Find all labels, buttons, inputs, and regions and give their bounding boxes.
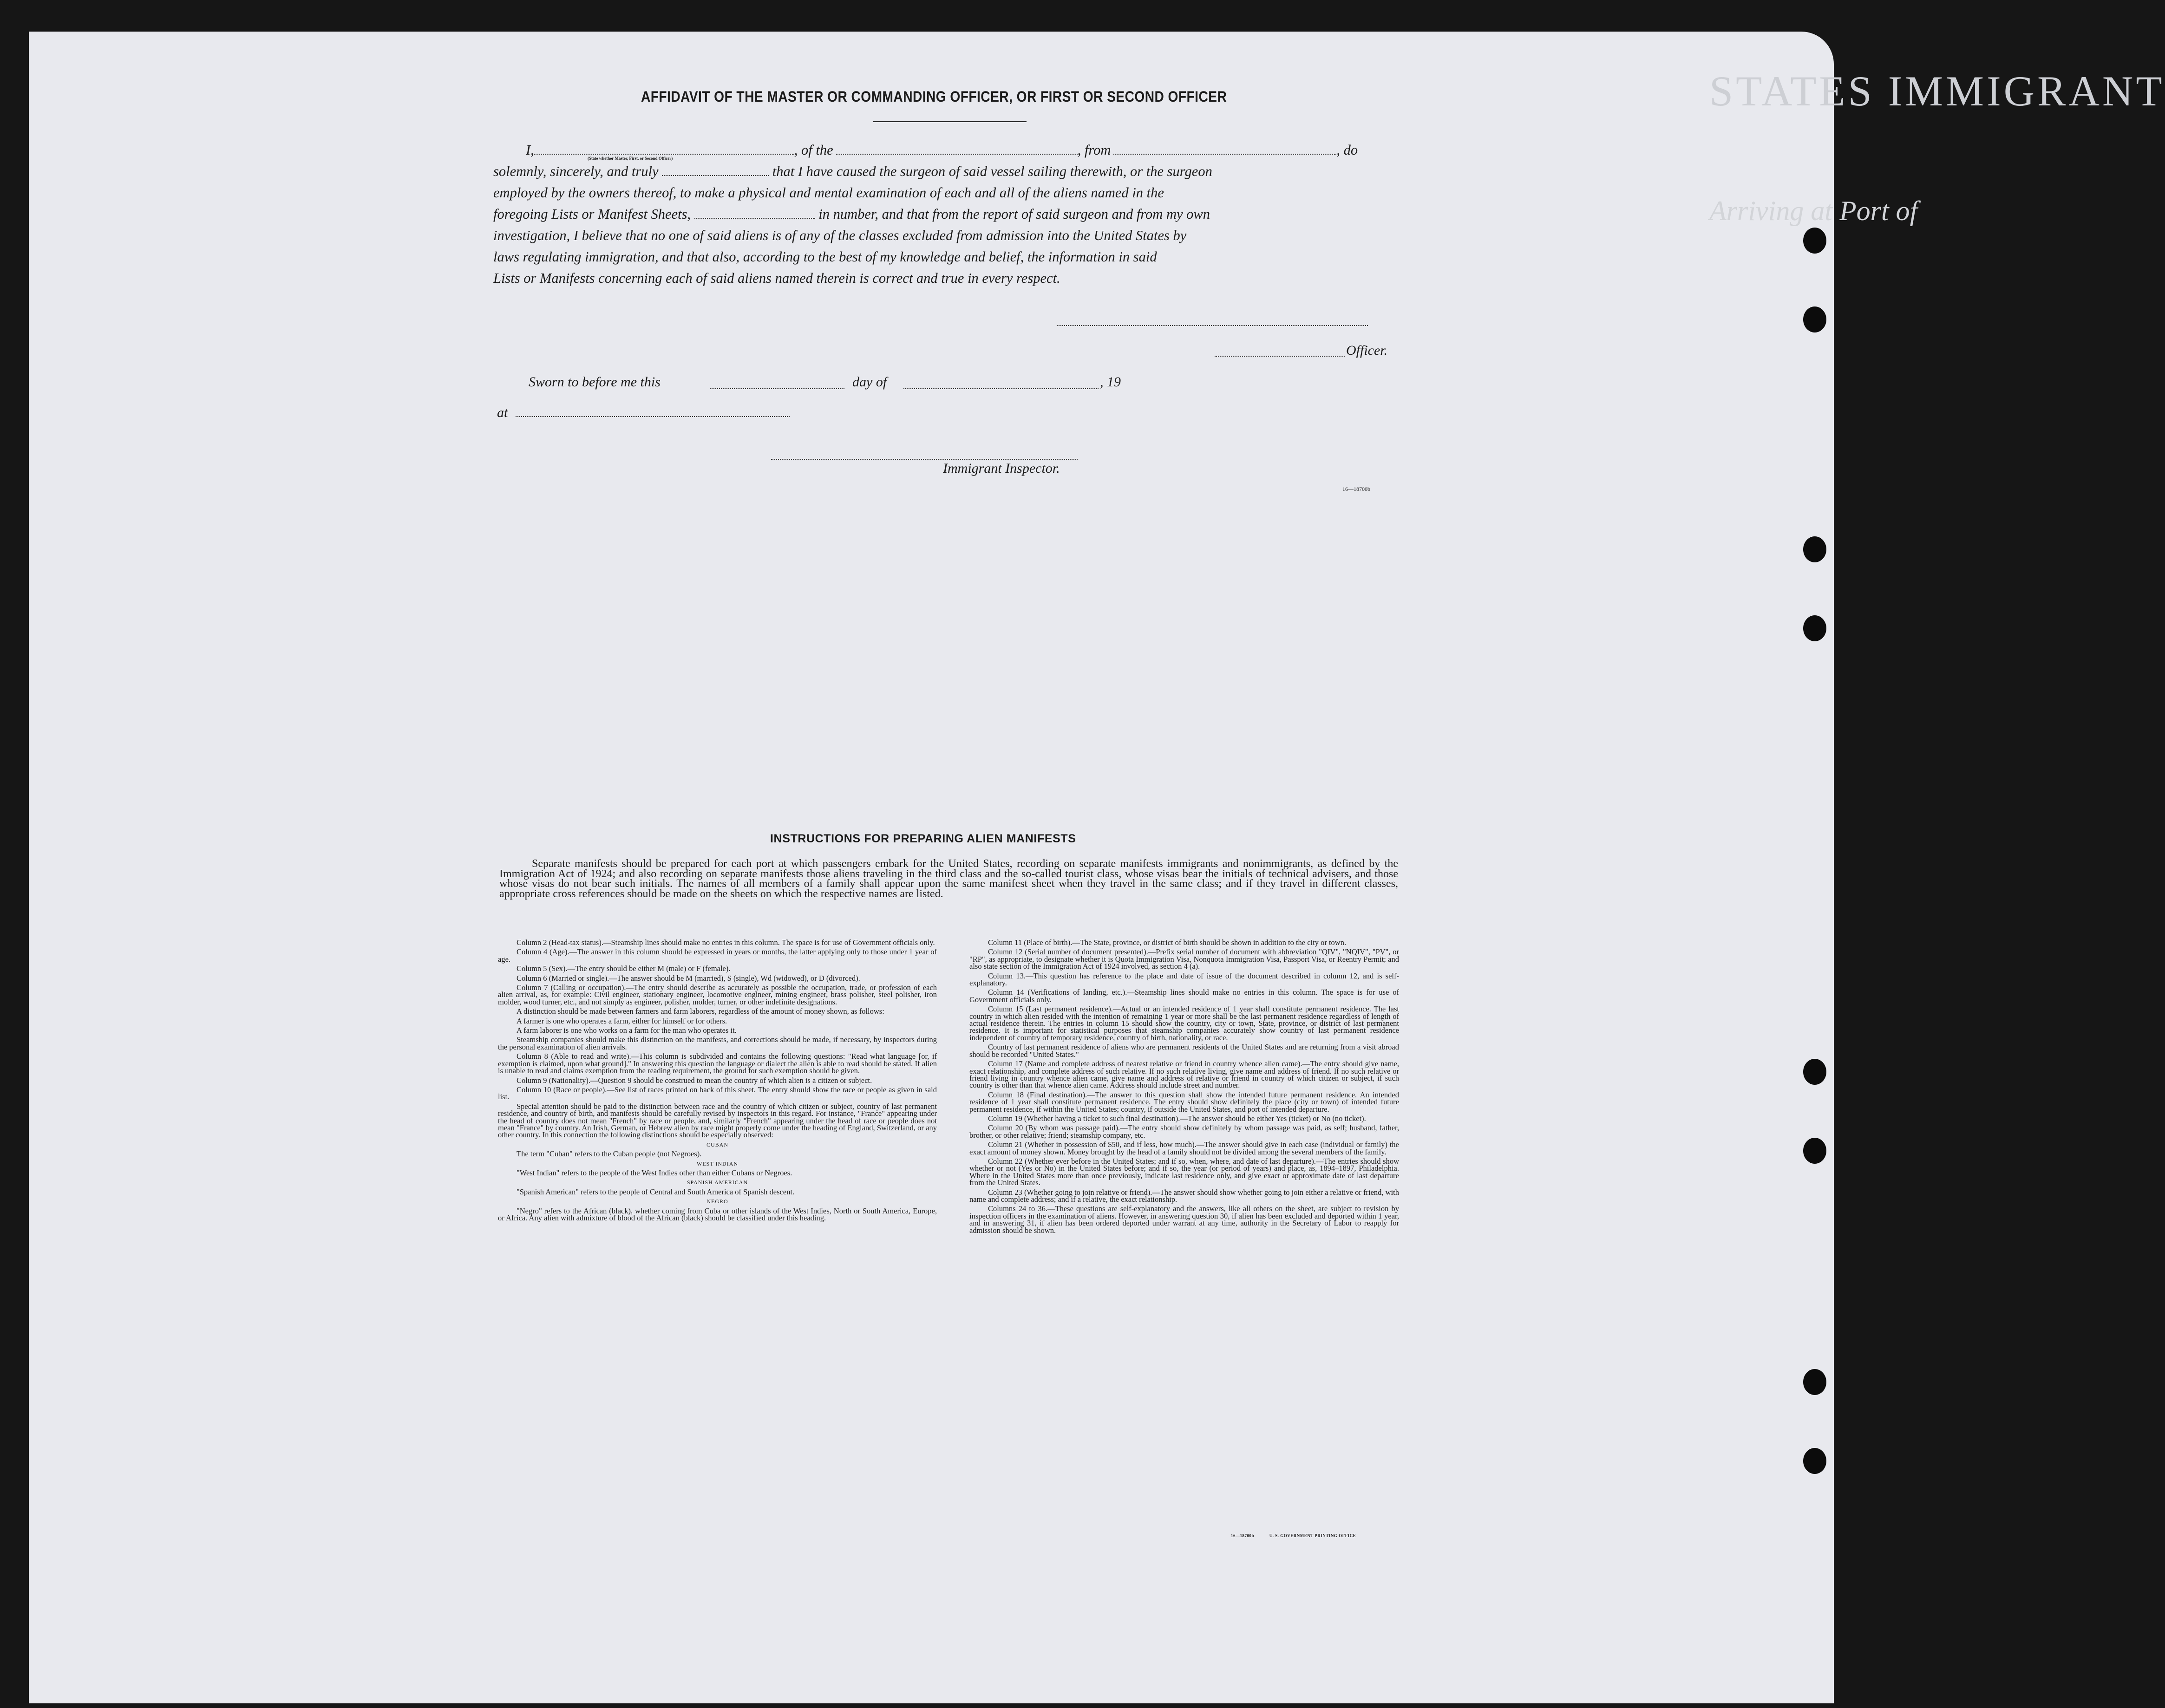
show-through-text-2: Arriving at Port of	[1709, 196, 1918, 226]
instructions-left-column	[498, 939, 937, 1224]
instruction-paragraph: "West Indian" refers to the people of the West Indies other than either Cubans or Negroes.	[517, 1168, 792, 1177]
instruction-paragraph: A distinction should be made between farmers and farm laborers, regardless of the amount of money shown, as follows:	[517, 1007, 884, 1016]
show-through-text: STATES IMMIGRANT	[1709, 67, 2165, 115]
affidavit-line-4: foregoing Lists or Manifest Sheets, in number, and that from the report of said surgeon and from my own	[493, 206, 1210, 222]
affidavit-line-3: employed by the owners thereof, to make a physical and mental examination of each and all of the aliens named in the	[493, 185, 1164, 201]
affidavit-line-5: investigation, I believe that no one of said aliens is of any of the classes excluded from admission into the United States by	[493, 228, 1187, 243]
instructions-right-column	[969, 939, 1399, 1236]
officer-rank-blank[interactable]	[534, 143, 794, 155]
year-label: , 19	[1100, 374, 1121, 390]
instruction-paragraph: Column 4 (Age).—The answer in this column should be expressed in years or months, the latter applying only to those under 1 year of age.	[498, 947, 937, 964]
instruction-paragraph: Column 8 (Able to read and write).—This column is subdivided and contains the following questions: "Read what language [or, if exemption is claimed, upon what ground]." In answering this question the language or dialect the alien is able to read should be stated. If alien is unable to read and claims exemption from the reading requirement, the ground for such exemption should be given.	[498, 1052, 937, 1076]
rank-instruction-note: (State whether Master, First, or Second Officer)	[588, 156, 673, 161]
number-blank[interactable]	[694, 207, 815, 219]
instruction-paragraph: Column 7 (Calling or occupation).—The entry should describe as accurately as possible the occupation, trade, or profession of each alien arrival, as, for example: Civil engineer, stationary engineer, locomotive engineer, mining engineer, brass polisher, steel polisher, iron molder, wood turner, etc., and not simply as engineer, polisher, molder, turner, or other indefinite designations.	[498, 983, 937, 1006]
instruction-paragraph: "Negro" refers to the African (black), whether coming from Cuba or other islands of the West Indies, North or South America, Europe, or Africa. Any alien with admixture of blood of the African (black) should be classified under this heading.	[498, 1206, 937, 1222]
day-blank[interactable]	[662, 164, 769, 176]
binder-hole	[1803, 1369, 1826, 1395]
affidavit-title: AFFIDAVIT OF THE MASTER OR COMMANDING OFFICER, OR FIRST OR SECOND OFFICER	[641, 88, 1227, 105]
binder-hole	[1803, 228, 1826, 254]
officer-signature-line[interactable]	[1057, 325, 1368, 326]
sworn-day-blank[interactable]	[710, 388, 844, 389]
instruction-paragraph: The term "Cuban" refers to the Cuban people (not Negroes).	[517, 1149, 702, 1159]
instruction-paragraph: Column 21 (Whether in possession of $50, and if less, how much).—The answer should give in each case (individual or family) the exact amount of money shown. Money brought by the head of a family should not be divided among the several members of the family.	[969, 1140, 1399, 1156]
form-number: 16—18700b	[1342, 486, 1370, 492]
instruction-paragraph: Column 10 (Race or people).—See list of races printed on back of this sheet. The entry should show the race or people as given in said list.	[498, 1085, 937, 1102]
binder-hole	[1803, 1059, 1826, 1085]
instruction-paragraph: Steamship companies should make this distinction on the manifests, and corrections should be made, if necessary, by inspectors during the personal examination of alien arrivals.	[498, 1035, 937, 1051]
officer-label: Officer.	[1346, 343, 1388, 358]
affidavit-line-6: laws regulating immigration, and that also, according to the best of my knowledge and belief, the information in said	[493, 249, 1157, 265]
instructions-title: INSTRUCTIONS FOR PREPARING ALIEN MANIFESTS	[770, 832, 1076, 845]
inspector-label: Immigrant Inspector.	[943, 461, 1060, 476]
affidavit-body	[493, 139, 1399, 289]
instruction-paragraph: "Spanish American" refers to the people of Central and South America of Spanish descent.	[517, 1187, 795, 1196]
binder-hole	[1803, 615, 1826, 641]
instruction-paragraph: A farm laborer is one who works on a farm for the man who operates it.	[517, 1026, 737, 1035]
from-port-blank[interactable]	[1113, 143, 1336, 155]
instruction-paragraph: Column 6 (Married or single).—The answer should be M (married), S (single), Wd (widowed), or D (divorced).	[517, 973, 860, 983]
instruction-paragraph: Country of last permanent residence of aliens who are permanent residents of the United States and are returning from a visit abroad should be recorded "United States."	[969, 1043, 1399, 1059]
instruction-paragraph: Column 18 (Final destination).—The answer to this question shall show the intended future permanent residence. An intended residence of 1 year shall constitute permanent residence. The entry should show definitely the place (city or town) of intended future permanent residence, if within the United States; country, if outside the United States, and port of intended departure.	[969, 1090, 1399, 1114]
instruction-paragraph: Columns 24 to 36.—These questions are self-explanatory and the answers, like all others on the sheet, are subject to revision by inspection officers in the examination of aliens. However, in answering question 30, if alien has been excluded and deported within 1 year, and in answering 31, if alien has been ordered deported under warrant at any time, authority in the Secretary of Labor to reapply for admission should be shown.	[969, 1204, 1399, 1235]
instruction-paragraph: Column 11 (Place of birth).—The State, province, or district of birth should be shown in addition to the city or town.	[988, 938, 1347, 947]
at-label: at	[497, 405, 508, 420]
binder-hole	[1803, 306, 1826, 332]
section-heading: NEGRO	[706, 1198, 728, 1205]
binder-hole	[1803, 1448, 1826, 1474]
instruction-paragraph: Column 19 (Whether having a ticket to such final destination).—The answer should be either Yes (ticket) or No (no ticket).	[988, 1114, 1366, 1123]
section-heading: CUBAN	[706, 1141, 728, 1148]
instruction-paragraph: Column 22 (Whether ever before in the United States; and if so, when, where, and date of last departure).—The entries should show whether or not (Yes or No) in the United States before; and if so, the year (or period of years) and place, as, 1894–1897, Philadelphia. Where in the United States more than once previously, indicate last residence only, and give exact or approximate date of last departure from the United States.	[969, 1156, 1399, 1187]
title-underline	[873, 121, 1027, 122]
section-heading: WEST INDIAN	[696, 1160, 739, 1167]
footer-form-number: 16—18700b	[1231, 1533, 1255, 1538]
instruction-paragraph: Column 17 (Name and complete address of nearest relative or friend in country whence alien came).—The entry should give name, exact relationship, and complete address of such relative. If no such relative living, give name and address of friend. If no such relative or friend living in country whence alien came, give name and address of relative or friend in country of which citizen or subject, if such country is other than that whence alien came. Address should include street and number.	[969, 1059, 1399, 1090]
footer-imprint	[1231, 1533, 1356, 1538]
officer-signature-line-2[interactable]	[1215, 356, 1345, 357]
inspector-signature-line[interactable]	[771, 459, 1078, 460]
instruction-paragraph: Column 12 (Serial number of document presented).—Prefix serial number of document with abbreviation "QIV", "NQIV", "PV", or "RP", as appropriate, to designate whether it is Quota Immigration Visa, Nonquota Immigration Visa, Passport Visa, or Reentry Permit; and also state section of the Immigration Act of 1924 involved, as section 4 (a).	[969, 947, 1399, 971]
instruction-paragraph: Column 14 (Verifications of landing, etc.).—Steamship lines should make no entries in this column. The space is for use of Government officials only.	[969, 988, 1399, 1004]
instruction-paragraph: Column 9 (Nationality).—Question 9 should be construed to mean the country of which alien is a citizen or subject.	[517, 1076, 872, 1085]
sworn-month-blank[interactable]	[903, 388, 1099, 389]
section-heading: SPANISH AMERICAN	[687, 1179, 748, 1186]
instructions-intro: Separate manifests should be prepared for each port at which passengers embark for the United States, recording on separate manifests immigrants and nonimmigrants, as defined by the Immigration Act of 1924; and also recording on separate manifests those aliens traveling in the third class and the so-called tourist class, whose visas bear the initials of technical advisers, and those whose visas do not bear such initials. The names of all members of a family shall appear upon the same manifest sheet when they travel in the same class; and if they travel in different classes, appropriate cross references should be made on the sheets on which the respective names are listed.	[499, 858, 1398, 900]
footer-printing-office: U. S. GOVERNMENT PRINTING OFFICE	[1269, 1533, 1356, 1538]
affidavit-line-1: I, , of the , from , do	[526, 142, 1358, 158]
binder-hole	[1803, 1138, 1826, 1164]
binder-hole	[1803, 536, 1826, 562]
at-place-blank[interactable]	[516, 416, 790, 417]
instruction-paragraph: Column 5 (Sex).—The entry should be either M (male) or F (female).	[517, 964, 731, 973]
instruction-paragraph: A farmer is one who operates a farm, either for himself or for others.	[517, 1016, 727, 1025]
affidavit-line-7: Lists or Manifests concerning each of said aliens named therein is correct and true in every respect.	[493, 270, 1060, 286]
instruction-paragraph: Column 20 (By whom was passage paid).—The entry should show definitely by whom passage was paid, as self; husband, father, brother, or other relative; friend; steamship company, etc.	[969, 1123, 1399, 1140]
instruction-paragraph: Special attention should be paid to the distinction between race and the country of which citizen or subject, country of last permanent residence, and country of birth, and manifests should be carefully revised by inspectors in this regard. For instance, "France" appearing under the head of country does not mean "French" by race or people, and, similarly "French" appearing under the head of race or people does not mean "France" by country. An Irish, German, or Hebrew alien by race might properly come under the heading of England, Switzerland, or any other country. In this connection the following distinctions should be especially observed:	[498, 1102, 937, 1140]
vessel-name-blank[interactable]	[836, 143, 1078, 155]
instruction-paragraph: Column 2 (Head-tax status).—Steamship lines should make no entries in this column. The space is for use of Government officials only.	[517, 938, 935, 947]
affidavit-line-2: solemnly, sincerely, and truly that I have caused the surgeon of said vessel sailing therewith, or the surgeon	[493, 163, 1212, 179]
instruction-paragraph: Column 15 (Last permanent residence).—Actual or an intended residence of 1 year shall constitute permanent residence. The last country in which alien resided with the intention of remaining 1 year or more shall be the last permanent residence regardless of length of actual residence therein. The entries in column 15 should show the country, city or town, State, province, or district of last permanent residence. It is important for statistical purposes that steamship companies accurately show country of last permanent residence independent of country of temporary residence, country of birth, nationality, or race.	[969, 1004, 1399, 1042]
instruction-paragraph: Column 13.—This question has reference to the place and date of issue of the document described in column 12, and is self-explanatory.	[969, 971, 1399, 988]
day-of-label: day of	[852, 374, 887, 390]
instruction-paragraph: Column 23 (Whether going to join relative or friend).—The answer should show whether going to join either a relative or friend, with name and complete address; and if a relative, the exact relationship.	[969, 1187, 1399, 1204]
sworn-label: Sworn to before me this	[529, 374, 661, 390]
